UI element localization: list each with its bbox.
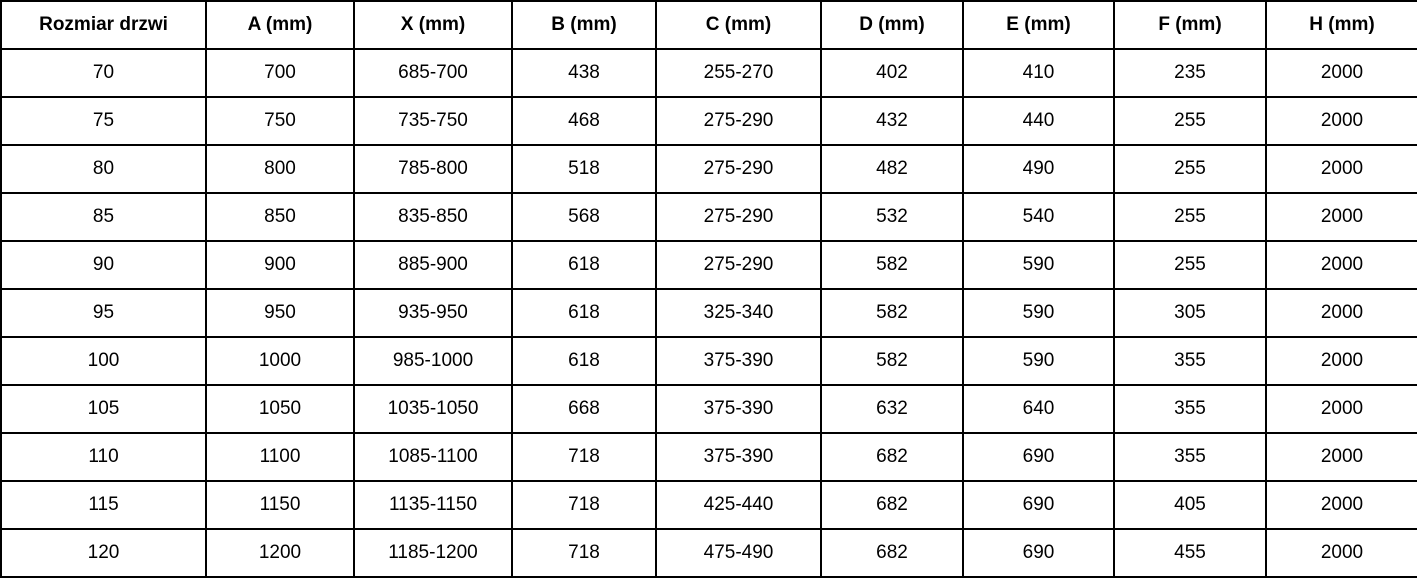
table-cell: 718: [512, 481, 656, 529]
table-cell: 700: [206, 49, 354, 97]
table-cell: 540: [963, 193, 1114, 241]
table-cell: 80: [1, 145, 206, 193]
table-cell: 1200: [206, 529, 354, 577]
table-cell: 482: [821, 145, 963, 193]
table-cell: 410: [963, 49, 1114, 97]
table-cell: 632: [821, 385, 963, 433]
table-row: [1, 241, 1417, 289]
table-cell: 885-900: [354, 241, 512, 289]
column-header: F (mm): [1114, 1, 1266, 49]
table-row: [1, 193, 1417, 241]
table-cell: 900: [206, 241, 354, 289]
table-cell: 935-950: [354, 289, 512, 337]
table-cell: 618: [512, 241, 656, 289]
table-cell: 1035-1050: [354, 385, 512, 433]
table-cell: 685-700: [354, 49, 512, 97]
table-cell: 590: [963, 289, 1114, 337]
table-cell: 2000: [1266, 337, 1417, 385]
column-header: B (mm): [512, 1, 656, 49]
table-cell: 518: [512, 145, 656, 193]
table-cell: 668: [512, 385, 656, 433]
column-header: X (mm): [354, 1, 512, 49]
table-cell: 1050: [206, 385, 354, 433]
column-header: Rozmiar drzwi: [1, 1, 206, 49]
table-cell: 1100: [206, 433, 354, 481]
table-row: [1, 337, 1417, 385]
table-cell: 235: [1114, 49, 1266, 97]
table-cell: 618: [512, 289, 656, 337]
table-cell: 690: [963, 481, 1114, 529]
table-cell: 325-340: [656, 289, 821, 337]
table-cell: 70: [1, 49, 206, 97]
table-cell: 432: [821, 97, 963, 145]
table-row: [1, 529, 1417, 577]
table-body: [1, 49, 1417, 577]
table-cell: 355: [1114, 433, 1266, 481]
table-cell: 355: [1114, 385, 1266, 433]
column-header: A (mm): [206, 1, 354, 49]
table-cell: 568: [512, 193, 656, 241]
table-cell: 110: [1, 433, 206, 481]
table-cell: 75: [1, 97, 206, 145]
table-cell: 682: [821, 481, 963, 529]
table-row: [1, 145, 1417, 193]
table-cell: 375-390: [656, 385, 821, 433]
table-cell: 582: [821, 241, 963, 289]
table-cell: 785-800: [354, 145, 512, 193]
column-header: H (mm): [1266, 1, 1417, 49]
table-row: [1, 385, 1417, 433]
table-cell: 2000: [1266, 145, 1417, 193]
table-cell: 682: [821, 433, 963, 481]
table-cell: 590: [963, 241, 1114, 289]
table-cell: 950: [206, 289, 354, 337]
table-cell: 355: [1114, 337, 1266, 385]
table-row: [1, 49, 1417, 97]
table-cell: 105: [1, 385, 206, 433]
table-cell: 255-270: [656, 49, 821, 97]
table-cell: 2000: [1266, 433, 1417, 481]
table-cell: 1135-1150: [354, 481, 512, 529]
table-cell: 255: [1114, 193, 1266, 241]
table-cell: 275-290: [656, 97, 821, 145]
table-cell: 2000: [1266, 289, 1417, 337]
table-cell: 718: [512, 433, 656, 481]
table-cell: 490: [963, 145, 1114, 193]
table-cell: 532: [821, 193, 963, 241]
table-row: [1, 97, 1417, 145]
table-cell: 2000: [1266, 481, 1417, 529]
table-cell: 475-490: [656, 529, 821, 577]
table-cell: 402: [821, 49, 963, 97]
table-cell: 690: [963, 529, 1114, 577]
table-cell: 800: [206, 145, 354, 193]
table-cell: 1150: [206, 481, 354, 529]
table-cell: 1185-1200: [354, 529, 512, 577]
table-cell: 2000: [1266, 385, 1417, 433]
table-cell: 120: [1, 529, 206, 577]
table-cell: 2000: [1266, 97, 1417, 145]
table-cell: 750: [206, 97, 354, 145]
table-cell: 2000: [1266, 529, 1417, 577]
table-cell: 90: [1, 241, 206, 289]
table-cell: 2000: [1266, 193, 1417, 241]
table-cell: 85: [1, 193, 206, 241]
column-header: E (mm): [963, 1, 1114, 49]
table-cell: 440: [963, 97, 1114, 145]
table-cell: 275-290: [656, 145, 821, 193]
table-cell: 95: [1, 289, 206, 337]
table-cell: 275-290: [656, 241, 821, 289]
table-cell: 690: [963, 433, 1114, 481]
table-cell: 1085-1100: [354, 433, 512, 481]
table-cell: 100: [1, 337, 206, 385]
header-row: [1, 1, 1417, 49]
table-cell: 375-390: [656, 337, 821, 385]
table-cell: 255: [1114, 145, 1266, 193]
table-cell: 455: [1114, 529, 1266, 577]
table-row: [1, 481, 1417, 529]
table-cell: 985-1000: [354, 337, 512, 385]
table-cell: 405: [1114, 481, 1266, 529]
table-cell: 735-750: [354, 97, 512, 145]
table-cell: 468: [512, 97, 656, 145]
table-cell: 835-850: [354, 193, 512, 241]
table-cell: 255: [1114, 97, 1266, 145]
table-cell: 718: [512, 529, 656, 577]
table-cell: 2000: [1266, 49, 1417, 97]
table-cell: 425-440: [656, 481, 821, 529]
table-cell: 375-390: [656, 433, 821, 481]
column-header: D (mm): [821, 1, 963, 49]
table-cell: 115: [1, 481, 206, 529]
table-cell: 582: [821, 337, 963, 385]
table-cell: 255: [1114, 241, 1266, 289]
table-cell: 275-290: [656, 193, 821, 241]
column-header: C (mm): [656, 1, 821, 49]
table-cell: 1000: [206, 337, 354, 385]
table-cell: 582: [821, 289, 963, 337]
table-row: [1, 289, 1417, 337]
table-row: [1, 433, 1417, 481]
table-cell: 2000: [1266, 241, 1417, 289]
table-cell: 640: [963, 385, 1114, 433]
table-cell: 618: [512, 337, 656, 385]
table-cell: 438: [512, 49, 656, 97]
table-cell: 590: [963, 337, 1114, 385]
table-cell: 305: [1114, 289, 1266, 337]
table-cell: 682: [821, 529, 963, 577]
table-cell: 850: [206, 193, 354, 241]
